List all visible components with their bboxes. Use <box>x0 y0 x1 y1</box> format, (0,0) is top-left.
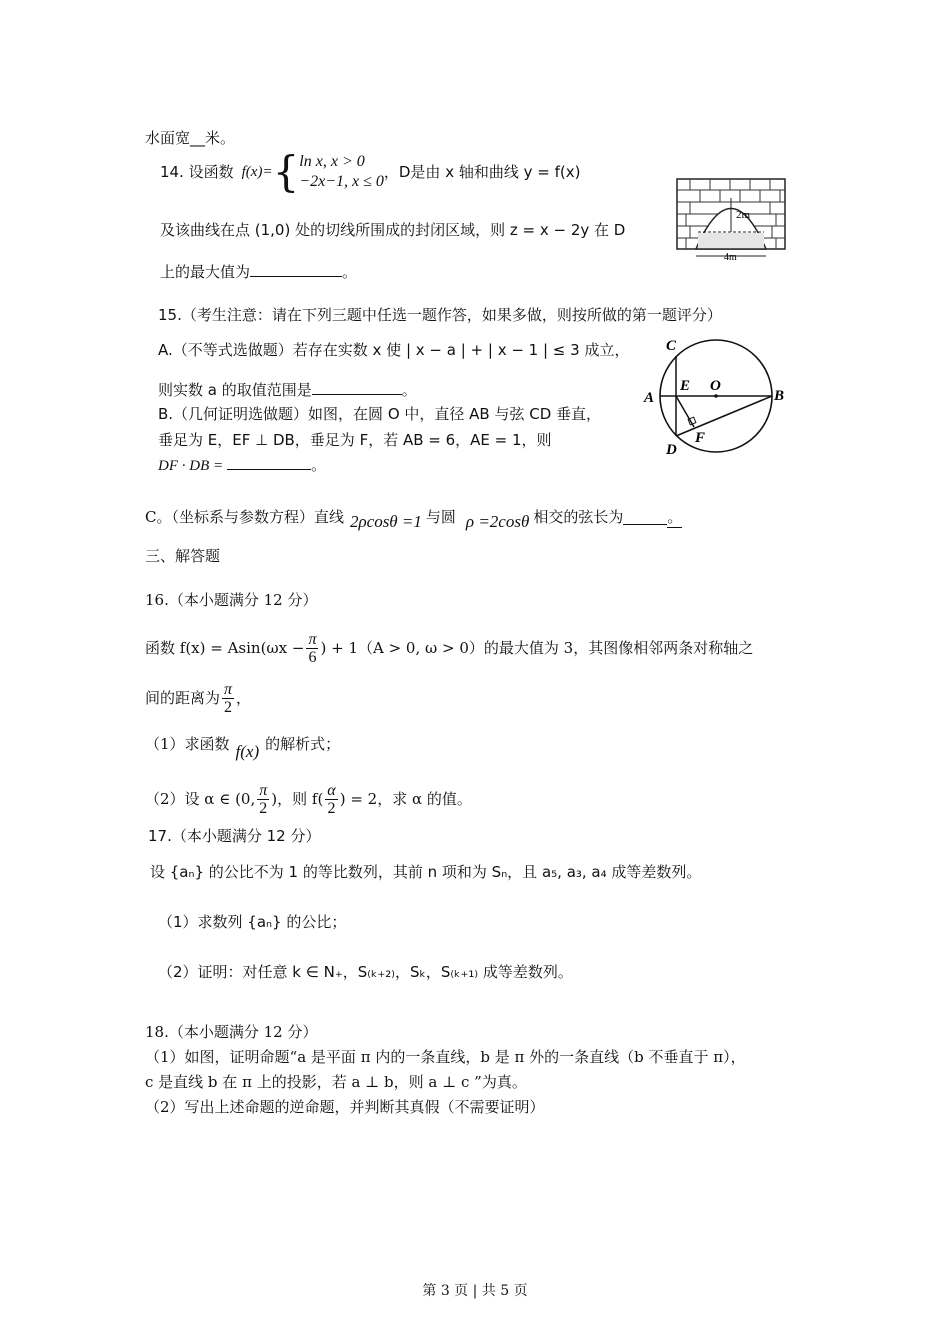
circle-label-d: D <box>666 442 677 458</box>
circle-label-e: E <box>680 378 691 394</box>
q15-c-eq2: ρ =2cosθ <box>465 512 530 531</box>
q15-intro: 15.（考生注意：请在下列三题中任选一题作答，如果多做，则按所做的第一题评分） <box>158 306 722 324</box>
q17-title: 17.（本小题满分 12 分） <box>148 827 321 845</box>
q16-l2a: 间的距离为 <box>145 689 221 707</box>
q16-frac-pi2 <box>222 681 234 716</box>
q15-a1: A.（不等式选做题）若存在实数 x 使 | x − a | + | x − 1 | ≤ 3 成立， <box>158 341 630 359</box>
q15-b1: B.（几何证明选做题）如图，在圆 O 中，直径 AB 与弦 CD 垂直， <box>158 405 602 423</box>
q14-piece1: ln x, x > 0 <box>299 153 365 170</box>
q15-a2-text: 则实数 a 的取值范围是 <box>158 381 312 399</box>
frac-den: 2 <box>224 698 233 716</box>
circle-label-a: A <box>644 390 655 406</box>
q15-a2 <box>158 380 417 400</box>
frac-num: π <box>308 630 317 648</box>
q16-p1a: （1）求函数 <box>145 735 230 753</box>
frac-den: 2 <box>259 799 268 817</box>
frac-den: 6 <box>308 648 317 666</box>
q16-p1f: f(x) <box>235 742 260 761</box>
q16-part2 <box>145 776 472 822</box>
q14-pieces <box>299 152 384 192</box>
q16-p2a: （2）设 α ∈ (0, <box>145 790 256 808</box>
q14-after: ，D是由 x 轴和曲线 y = f(x) <box>383 163 581 181</box>
frac-num: α <box>327 781 336 799</box>
q16-frac-alpha2 <box>325 782 337 817</box>
circle-label-b: B <box>774 388 785 404</box>
q15-b3-text: DF · DB = <box>158 458 224 474</box>
q18-part2: （2）写出上述命题的逆命题，并判断其真假（不需要证明） <box>145 1098 545 1116</box>
q16-line1 <box>145 625 753 671</box>
q14-line3-end: 。 <box>342 263 358 281</box>
q15-c-mid: 与圆 <box>425 508 456 526</box>
q16-l1a: 函数 f(x) = Asin(ωx − <box>145 639 305 657</box>
q14-answer-blank <box>250 262 342 277</box>
q14-line3-text: 上的最大值为 <box>160 263 251 281</box>
circle-label-c: C <box>666 338 677 354</box>
q14-fx: f(x)= <box>241 164 273 180</box>
q16-p1b: 的解析式； <box>265 735 341 753</box>
frac-den: 2 <box>327 799 336 817</box>
q15-c-end: 相交的弦长为 <box>533 508 624 526</box>
section-3-heading: 三、解答题 <box>145 547 221 565</box>
q15-a-blank <box>312 380 402 395</box>
q16-title: 16.（本小题满分 12 分） <box>145 591 318 609</box>
circle-label-f: F <box>695 430 706 446</box>
q16-l1b: ) + 1（A > 0, ω > 0）的最大值为 3，其图像相邻两条对称轴之 <box>320 639 754 657</box>
bridge-height-label: 2m <box>736 209 751 221</box>
frac-num: π <box>259 781 268 799</box>
q15-b-blank <box>227 455 311 470</box>
q14-line3 <box>160 262 357 282</box>
q18-part1b: c 是直线 b 在 π 上的投影，若 a ⊥ b，则 a ⊥ c ”为真。 <box>145 1073 527 1091</box>
q14-line1 <box>160 147 581 196</box>
q14-line2: 及该曲线在点 (1,0) 处的切线所围成的封闭区域，则 z = x − 2y 在 D <box>160 221 626 239</box>
q16-p2c: ) = 2，求 α 的值。 <box>339 790 472 808</box>
q15-c-tail: 。 <box>667 507 683 526</box>
q14-brace: { <box>272 147 300 196</box>
circle-label-o: O <box>710 378 721 394</box>
q15-b2: 垂足为 E，EF ⊥ DB，垂足为 F，若 AB = 6，AE = 1，则 <box>158 431 552 449</box>
bridge-figure <box>676 178 786 262</box>
q16-l2b: ， <box>236 689 252 707</box>
q15-c-label: C。（坐标系与参数方程）直线 <box>145 508 344 526</box>
q17-part2: （2）证明：对任意 k ∈ N₊，S₍ₖ₊₂₎，Sₖ，S₍ₖ₊₁₎ 成等差数列。 <box>158 963 573 981</box>
q15-a2-end: 。 <box>401 381 417 399</box>
q16-frac-pi6 <box>306 631 318 666</box>
bridge-width-label: 4m <box>724 252 737 262</box>
q15-b3 <box>158 455 326 476</box>
q14-label: 14. 设函数 <box>160 163 234 181</box>
q15-c-line <box>145 502 682 532</box>
q16-line2 <box>145 676 251 720</box>
q15-c-blank <box>623 510 667 525</box>
q14-piece2: −2x−1, x ≤ 0 <box>299 173 384 190</box>
q16-part1 <box>145 726 340 762</box>
q16-frac-pi2-b <box>257 782 269 817</box>
q16-p2b: )，则 f( <box>271 790 324 808</box>
frac-num: π <box>224 680 233 698</box>
q18-part1a: （1）如图，证明命题“a 是平面 π 内的一条直线，b 是 π 外的一条直线（b 不垂直于 π）， <box>145 1048 746 1066</box>
page-footer: 第 3 页 | 共 5 页 <box>422 1283 528 1299</box>
circle-figure <box>640 336 790 460</box>
q17-part1: （1）求数列 {aₙ} 的公比； <box>158 913 347 931</box>
q15-b3-end: 。 <box>311 456 327 474</box>
q18-title: 18.（本小题满分 12 分） <box>145 1023 318 1041</box>
q17-line1: 设 {aₙ} 的公比不为 1 的等比数列，其前 n 项和为 Sₙ，且 a₅, a₃, a₄ 成等差数列。 <box>150 863 702 881</box>
q15-c-eq1: 2ρcosθ =1 <box>349 512 422 531</box>
line-top: 水面宽__米。 <box>145 129 236 147</box>
